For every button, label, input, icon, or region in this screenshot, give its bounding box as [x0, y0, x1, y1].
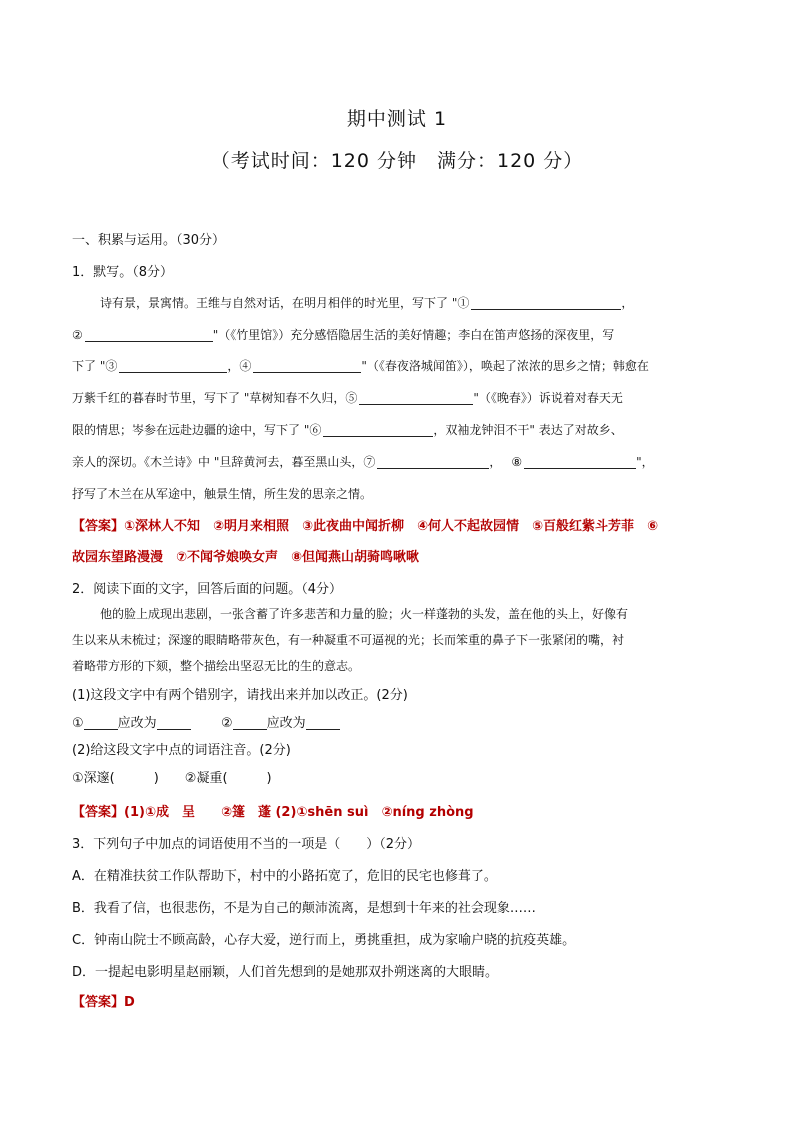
question-3-heading: 3．下列句子中加点的词语使用不当的一项是（ ）（2分） — [72, 837, 421, 852]
q1-text: ， — [489, 455, 502, 469]
question-2-heading: 2．阅读下面的文字，回答后面的问题。（4分） — [72, 582, 343, 597]
q1-text: 下了 " — [72, 359, 106, 373]
q1-line-3 — [72, 357, 732, 374]
q1-text: "（《晚春》）诉说着对春天无 — [473, 391, 623, 405]
q1-text: "（《春夜洛城闻笛》），唤起了浓浓的思乡之情；韩愈在 — [361, 359, 649, 373]
q1-text: 亲人的深切。《木兰诗》中 "旦辞黄河去，暮至黑山头， — [72, 455, 364, 469]
blank-number: ③ — [105, 359, 118, 373]
answer-1-cont: 故园东望路漫漫 ⑦不闻爷娘唤女声 ⑧但闻燕山胡骑鸣啾啾 — [72, 550, 420, 565]
blank-line — [85, 326, 213, 342]
blank-number: ② — [72, 328, 83, 342]
q1-text: "（《竹里馆》）充分感悟隐居生活的美好情趣；李白在笛声悠扬的深夜里，写 — [212, 328, 615, 342]
answer-tag: 【答案】 — [72, 519, 125, 534]
option-c: C．钟南山院士不顾高龄，心存大爱，逆行而上，勇挑重担，成为家喻户晓的抗疫英雄。 — [72, 933, 576, 948]
blank-number: ⑤ — [345, 391, 358, 405]
blank-line — [524, 453, 636, 469]
blank-number: ④ — [239, 359, 252, 373]
q2-sub-1: (1)这段文字中有两个错别字，请找出来并加以改正。(2分) — [72, 688, 408, 703]
q2-sub-2-blanks: ①深邃( ) ②凝重( ) — [72, 771, 272, 786]
answer-2 — [72, 801, 732, 820]
q1-text: 诗有景，景寓情。王维与自然对话，在明月相伴的时光里，写下了 " — [100, 296, 458, 310]
q1-line-1 — [100, 294, 760, 311]
q2-passage-3: 着略带方形的下颏，整个描绘出坚忍无比的生的意志。 — [72, 659, 361, 673]
blank-line — [323, 421, 433, 437]
option-d: D．一提起电影明星赵丽颖，人们首先想到的是她那双扑朔迷离的大眼睛。 — [72, 965, 499, 980]
q1-line-7: 抒写了木兰在从军途中，触景生情，所生发的思亲之情。 — [72, 487, 373, 501]
q2-passage-1: 他的脸上成现出悲剧，一张含蓄了许多悲苦和力量的脸；火一样蓬勃的头发，盖在他的头上，好像有 — [100, 607, 629, 621]
blank-line — [233, 714, 267, 730]
answer-3 — [72, 991, 732, 1010]
q2-sub-1-blanks — [72, 712, 732, 731]
option-b: B．我看了信，也很悲伤，不是为自己的颠沛流离，是想到十年来的社会现象…… — [72, 901, 536, 916]
q1-line-6 — [72, 453, 732, 470]
blank-line — [306, 714, 340, 730]
q1-line-4 — [72, 389, 732, 406]
q1-line-5 — [72, 421, 732, 438]
q1-text: ，双袖龙钟泪不干" 表达了对故乡、 — [433, 423, 623, 437]
blank-number: ② — [220, 716, 233, 731]
q2-passage-2: 生以来从未梳过；深邃的眼睛略带灰色，有一种凝重不可逼视的光；长而笨重的鼻子下一张紧闭的嘴，衬 — [72, 633, 625, 647]
section-heading: 一、积累与运用。（30分） — [72, 233, 226, 248]
blank-line — [119, 357, 227, 373]
answer-tag: 【答案】 — [72, 805, 125, 820]
blank-number: ⑧ — [511, 455, 523, 469]
blank-number: ① — [72, 716, 84, 731]
q1-line-2 — [72, 326, 732, 343]
option-a: A．在精准扶贫工作队帮助下，村中的小路拓宽了，危旧的民宅也修葺了。 — [72, 869, 497, 884]
page-title: 期中测试 1 — [346, 108, 448, 130]
blank-number: ⑦ — [363, 455, 376, 469]
blank-line — [359, 389, 473, 405]
q1-text: ， — [227, 359, 240, 373]
q2-text: 应改为 — [266, 716, 306, 731]
answer-text: ①深林人不知 ②明月来相照 ③此夜曲中闻折柳 ④何人不起故园情 ⑤百般红紫斗芳菲 ⑥ — [124, 519, 659, 534]
answer-tag: 【答案】 — [72, 995, 125, 1010]
page-subtitle: （考试时间：120 分钟 满分：120 分） — [210, 150, 584, 172]
q2-sub-2: (2)给这段文字中点的词语注音。(2分) — [72, 743, 291, 758]
q1-text: ， — [621, 296, 634, 310]
q1-text: 万紫千红的暮春时节里，写下了 "草树知春不久归， — [72, 391, 346, 405]
answer-text: (1)①成 呈 ②篷 蓬 (2)①shēn suì ②níng zhòng — [124, 805, 474, 820]
blank-line — [471, 294, 621, 310]
blank-line — [157, 714, 191, 730]
blank-number: ① — [457, 296, 470, 310]
answer-text: D — [124, 995, 135, 1010]
blank-line — [84, 714, 118, 730]
answer-1 — [72, 515, 732, 534]
blank-line — [253, 357, 361, 373]
q1-text: 限的情思；岑参在远赴边疆的途中，写下了 " — [72, 423, 310, 437]
question-1-heading: 1．默写。（8分） — [72, 265, 174, 280]
blank-line — [377, 453, 489, 469]
blank-number: ⑥ — [309, 423, 322, 437]
q1-text: "， — [636, 455, 654, 469]
q2-text: 应改为 — [117, 716, 157, 731]
